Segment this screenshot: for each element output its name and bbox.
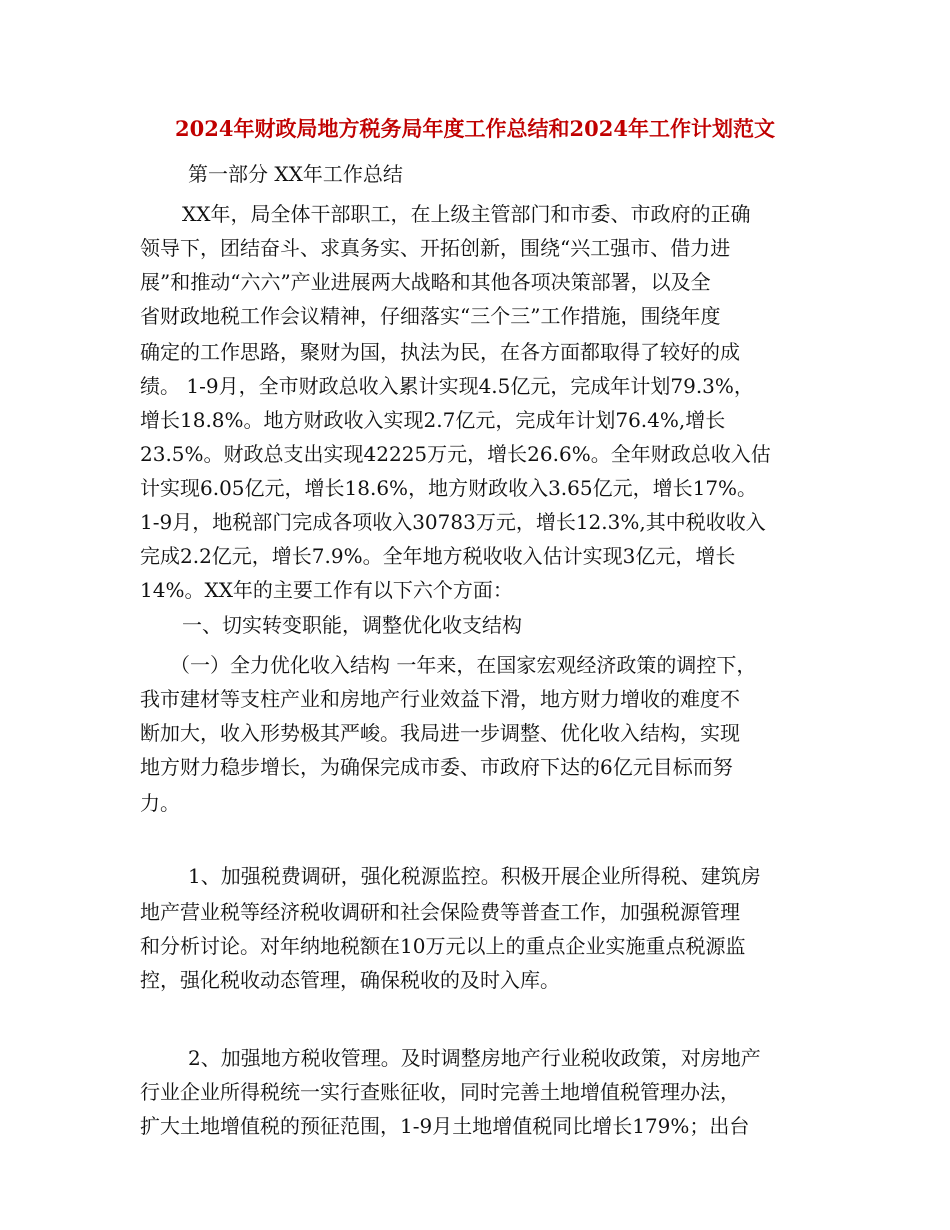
- paragraph-line: 地产营业税等经济税收调研和社会保险费等普查工作，加强税源管理: [140, 900, 740, 924]
- section-heading: 第一部分 XX年工作总结: [188, 162, 403, 186]
- paragraph-line: 确定的工作思路，聚财为国，执法为民，在各方面都取得了较好的成: [140, 340, 740, 364]
- paragraph-line: 23.5%。财政总支出实现42225万元，增长26.6%。全年财政总收入估: [140, 442, 771, 466]
- paragraph-line: 计实现6.05亿元，增长18.6%，地方财政收入3.65亿元，增长17%。: [140, 476, 758, 500]
- paragraph-line: 领导下，团结奋斗、求真务实、开拓创新，围绕“兴工强市、借力进: [140, 236, 731, 260]
- paragraph-line: 扩大土地增值税的预征范围，1-9月土地增值税同比增长179%；出台: [140, 1114, 750, 1138]
- paragraph-line: 省财政地税工作会议精神，仔细落实“三个三”工作措施，围绕年度: [140, 304, 721, 328]
- paragraph-line: 力。: [140, 791, 180, 815]
- document-title: 2024年财政局地方税务局年度工作总结和2024年工作计划范文: [175, 116, 775, 141]
- paragraph-line: 增长18.8%。地方财政收入实现2.7亿元，完成年计划76.4%,增长: [140, 408, 726, 432]
- paragraph-line: 地方财力稳步增长，为确保完成市委、市政府下达的6亿元目标而努: [140, 755, 733, 779]
- paragraph-line: 绩。 1-9月，全市财政总收入累计实现4.5亿元，完成年计划79.3%，: [140, 374, 754, 398]
- paragraph-line: 14%。XX年的主要工作有以下六个方面：: [140, 578, 513, 602]
- paragraph-line: 和分析讨论。对年纳地税额在10万元以上的重点企业实施重点税源监: [140, 934, 746, 958]
- paragraph-line: 断加大，收入形势极其严峻。我局进一步调整、优化收入结构，实现: [140, 721, 740, 745]
- paragraph-line: 控，强化税收动态管理，确保税收的及时入库。: [140, 968, 560, 992]
- paragraph-line: XX年，局全体干部职工，在上级主管部门和市委、市政府的正确: [182, 202, 751, 226]
- paragraph-line: 我市建材等支柱产业和房地产行业效益下滑，地方财力增收的难度不: [140, 687, 740, 711]
- paragraph-line: 完成2.2亿元，增长7.9%。全年地方税收收入估计实现3亿元，增长: [140, 544, 736, 568]
- paragraph-line: 行业企业所得税统一实行查账征收，同时完善土地增值税管理办法，: [140, 1080, 740, 1104]
- paragraph-line: 1-9月，地税部门完成各项收入30783万元，增长12.3%,其中税收收入: [140, 510, 766, 534]
- paragraph-line: 2、加强地方税收管理。及时调整房地产行业税收政策，对房地产: [188, 1046, 761, 1070]
- section-heading: 一、切实转变职能，调整优化收支结构: [182, 613, 522, 637]
- paragraph-line: （一）全力优化收入结构 一年来，在国家宏观经济政策的调控下，: [170, 653, 757, 677]
- paragraph-line: 1、加强税费调研，强化税源监控。积极开展企业所得税、建筑房: [188, 864, 761, 888]
- paragraph-line: 展”和推动“六六”产业进展两大战略和其他各项决策部署，以及全: [140, 270, 711, 294]
